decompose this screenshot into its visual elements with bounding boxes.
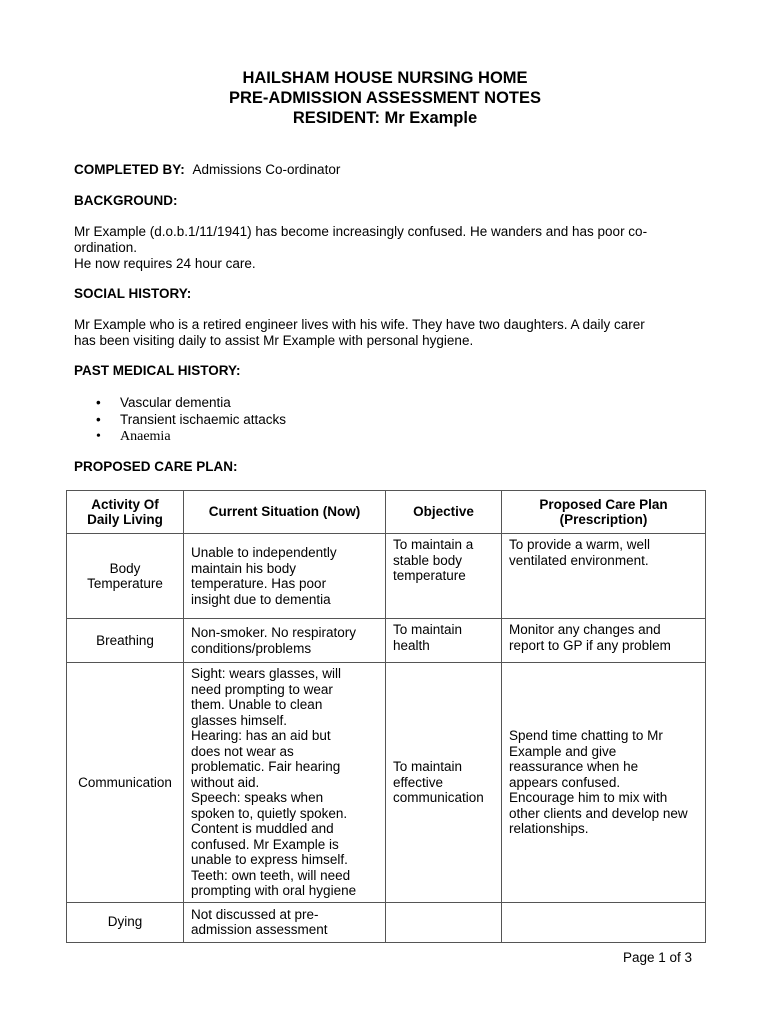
current-situation-cell — [184, 619, 386, 663]
care-plan-cell — [502, 902, 706, 942]
cell-text-line: Body — [109, 560, 141, 576]
care-plan-cell — [502, 619, 706, 663]
background-line: He now requires 24 hour care. — [74, 256, 256, 271]
cell-text-line: To maintain — [393, 759, 463, 774]
table-row — [67, 619, 706, 663]
cell-text-line: stable body — [393, 552, 463, 568]
cell-text-line: insight due to dementia — [191, 591, 331, 607]
header-objective: Objective — [386, 491, 502, 534]
cell-text-line: Not discussed at pre- — [191, 906, 319, 922]
background-line: ordination. — [74, 240, 138, 255]
medical-history-list — [74, 394, 286, 445]
activity-cell — [67, 534, 184, 619]
cell-text-line: Speech: speaks when — [191, 790, 324, 805]
header-current-situation: Current Situation (Now) — [184, 491, 386, 534]
page-number: Page 1 of 3 — [623, 950, 693, 965]
cell-text-line: Breathing — [96, 632, 154, 648]
completed-by-label: COMPLETED BY: — [74, 162, 185, 177]
cell-text-line: without aid. — [191, 774, 260, 790]
cell-text-line: Monitor any changes and — [509, 622, 661, 637]
list-item: • Vascular dementia — [74, 394, 286, 411]
cell-text-line: communication — [393, 790, 484, 805]
table-row — [67, 902, 706, 942]
resident-name: RESIDENT: Mr Example — [292, 109, 478, 127]
current-situation-cell — [184, 902, 386, 942]
document-title — [0, 68, 770, 128]
objective-cell — [386, 619, 502, 663]
care-plan-cell — [502, 663, 706, 903]
cell-text-line: To maintain — [393, 622, 463, 637]
header-activity: Activity Of Daily Living — [67, 491, 184, 534]
social-history-line: Mr Example who is a retired engineer lives with his wife. They have two daughters. A daily carer — [74, 317, 645, 332]
cell-text-line: appears confused. — [509, 774, 621, 790]
background-text — [74, 224, 694, 272]
care-plan-body — [67, 534, 706, 943]
activity-cell — [67, 619, 184, 663]
social-history-text — [74, 317, 694, 349]
cell-text-line: Unable to independently — [191, 545, 337, 560]
cell-text-line: ventilated environment. — [509, 552, 649, 568]
table-header-row — [67, 491, 706, 534]
objective-cell — [386, 902, 502, 942]
cell-text-line: temperature. Has poor — [191, 576, 327, 591]
background-line: Mr Example (d.o.b.1/11/1941) has become increasingly confused. He wanders and has poor co- — [74, 224, 648, 239]
cell-text-line: problematic. Fair hearing — [191, 759, 341, 774]
objective-cell — [386, 534, 502, 619]
current-situation-cell — [184, 663, 386, 903]
cell-text-line: temperature — [393, 568, 466, 583]
care-plan-cell — [502, 534, 706, 619]
current-situation-cell — [184, 534, 386, 619]
cell-text-line: effective — [393, 774, 444, 790]
cell-text-line: Non-smoker. No respiratory — [191, 625, 357, 640]
social-history-line: has been visiting daily to assist Mr Example with personal hygiene. — [74, 333, 474, 348]
cell-text-line: Dying — [107, 914, 143, 930]
cell-text-line: other clients and develop new — [509, 805, 688, 821]
cell-text-line: report to GP if any problem — [509, 637, 671, 653]
cell-text-line: Teeth: own teeth, will need — [191, 867, 351, 883]
cell-text-line: admission assessment — [191, 922, 328, 937]
activity-cell — [67, 902, 184, 942]
cell-text-line: confused. Mr Example is — [191, 836, 339, 852]
cell-text-line: Hearing: has an aid but — [191, 728, 331, 743]
header-proposed-plan: Proposed Care Plan (Prescription) — [502, 491, 706, 534]
completed-by-value: Admissions Co-ordinator — [192, 162, 341, 177]
cell-text-line: To maintain a — [393, 537, 474, 552]
past-medical-history-heading: PAST MEDICAL HISTORY: — [74, 363, 241, 378]
table-row — [67, 534, 706, 619]
objective-cell — [386, 663, 502, 903]
cell-text-line: Sight: wears glasses, will — [191, 666, 342, 681]
cell-text-line: relationships. — [509, 821, 589, 836]
cell-text-line: Communication — [78, 774, 172, 790]
list-item: • Transient ischaemic attacks — [74, 411, 286, 428]
cell-text-line: To provide a warm, well — [509, 537, 651, 552]
notes-title: PRE-ADMISSION ASSESSMENT NOTES — [228, 89, 541, 107]
background-heading: BACKGROUND: — [74, 193, 178, 208]
cell-text-line: spoken to, quietly spoken. — [191, 805, 348, 821]
social-history-heading: SOCIAL HISTORY: — [74, 286, 192, 301]
cell-text-line: conditions/problems — [191, 640, 312, 656]
cell-text-line: unable to express himself. — [191, 852, 348, 867]
activity-cell — [67, 663, 184, 903]
cell-text-line: health — [393, 637, 430, 653]
home-name: HAILSHAM HOUSE NURSING HOME — [242, 69, 528, 87]
care-plan-table — [66, 490, 706, 943]
cell-text-line: need prompting to wear — [191, 681, 333, 697]
cell-text-line: maintain his body — [191, 560, 297, 576]
cell-text-line: Encourage him to mix with — [509, 790, 668, 805]
cell-text-line: reassurance when he — [509, 759, 639, 774]
table-row — [67, 663, 706, 903]
cell-text-line: Temperature — [87, 576, 163, 591]
cell-text-line: glasses himself. — [191, 712, 288, 728]
cell-text-line: prompting with oral hygiene — [191, 883, 357, 898]
list-item: • Anaemia — [74, 428, 286, 445]
cell-text-line: does not wear as — [191, 743, 294, 759]
cell-text-line: them. Unable to clean — [191, 697, 323, 712]
cell-text-line: Content is muddled and — [191, 821, 334, 836]
cell-text-line: Example and give — [509, 743, 617, 759]
completed-by — [74, 162, 340, 178]
cell-text-line: Spend time chatting to Mr — [509, 728, 663, 743]
care-plan-heading: PROPOSED CARE PLAN: — [74, 459, 238, 474]
